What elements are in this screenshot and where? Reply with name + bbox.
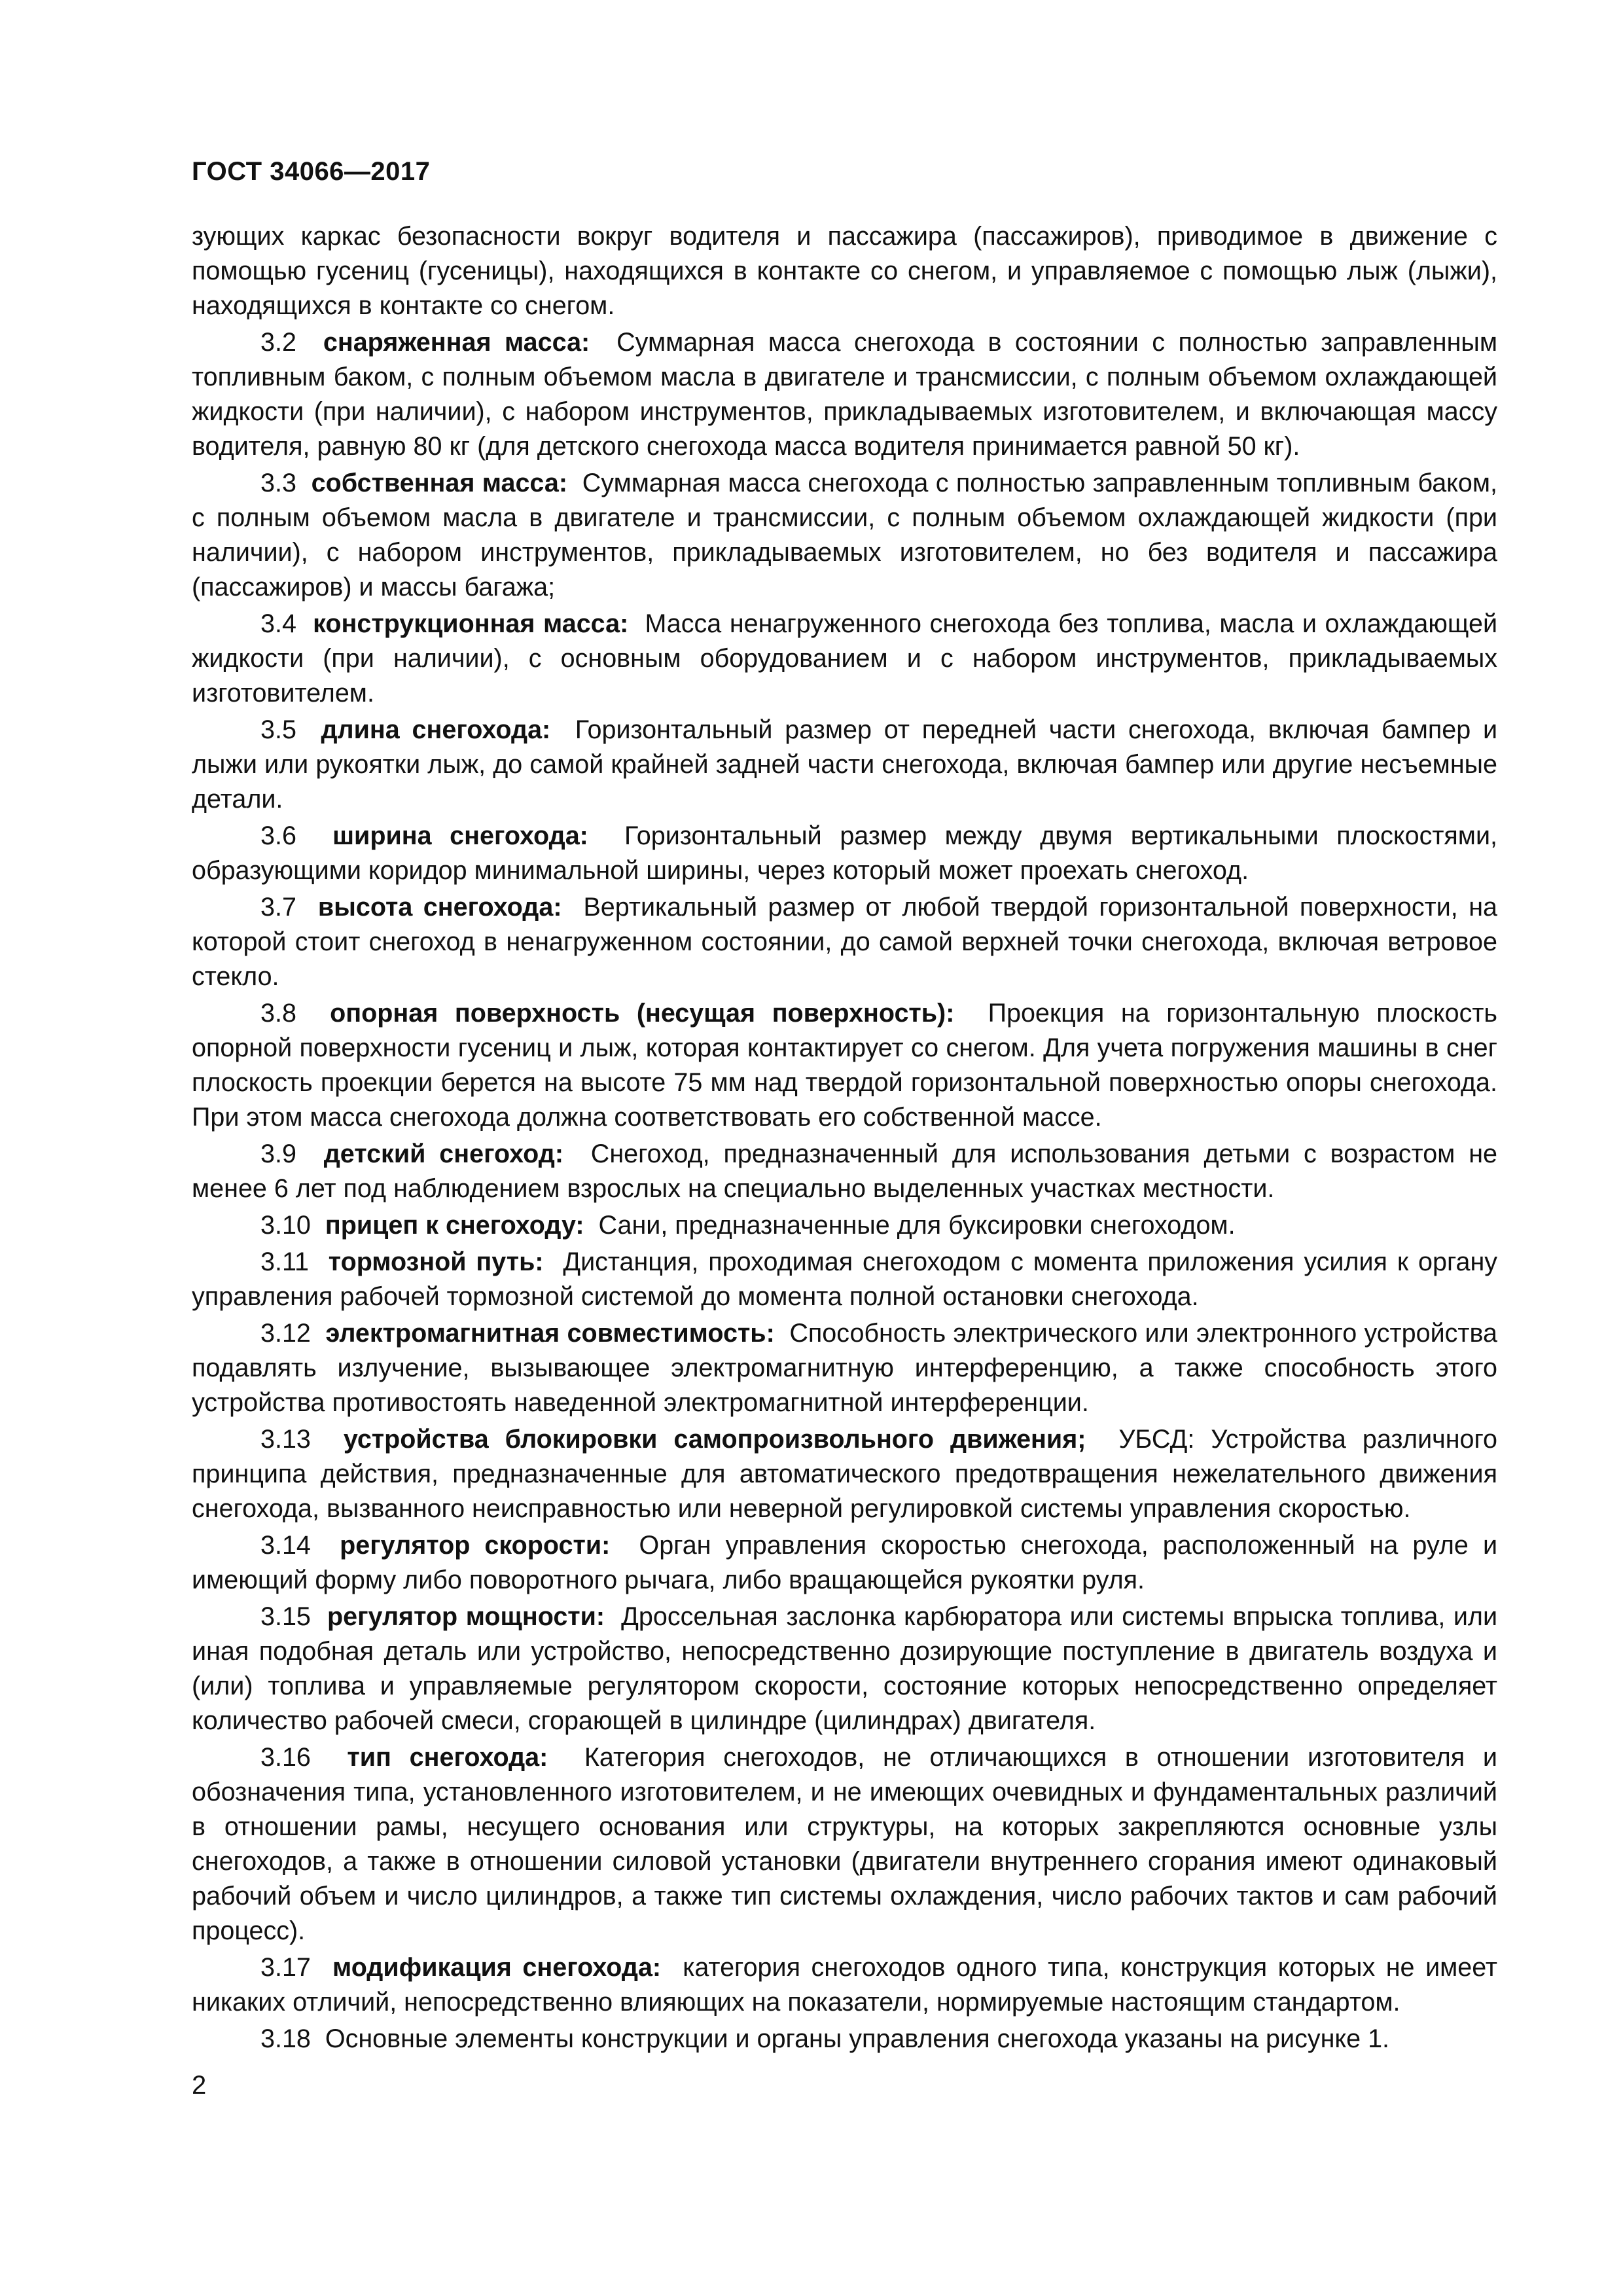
definition-3-14 [192,1528,1497,1598]
item-text: Способность электрического или электронного устройства подавлять излучение, вызывающее электромагнитную интерференцию, а также способность этого устройства противостоять наведенной электромагнитной интерференции. [192,1319,1497,1417]
definition-3-6 [192,819,1497,888]
definition-3-9 [192,1137,1497,1206]
intro-paragraph: зующих каркас безопасности вокруг водителя и пассажира (пассажиров), приводимое в движение с помощью гусениц (гусеницы), находящихся в контакте со снегом, и управляемое с помощью лыж (лыжи), находящихся в контакте со снегом. [192,222,1497,320]
item-term: электромагнитная совместимость: [325,1319,775,1348]
item-text: Основные элементы конструкции и органы управления снегохода указаны на рисунке 1. [325,2024,1390,2053]
item-term: регулятор скорости: [340,1531,611,1560]
item-number: 3.16 [260,1743,311,1772]
item-number: 3.6 [260,821,296,850]
item-term: прицеп к снегоходу: [325,1211,584,1240]
item-term: снаряженная масса: [323,328,590,357]
item-number: 3.12 [260,1319,311,1348]
item-text: Сани, предназначенные для буксировки снегоходом. [598,1211,1236,1240]
item-term: конструкционная масса: [313,609,629,638]
definition-3-11 [192,1245,1497,1314]
item-text: Орган управления скоростью снегохода, расположенный на руле и имеющий форму либо поворотного рычага, либо вращающейся рукоятки руля. [192,1531,1498,1594]
item-term: тип снегохода: [347,1743,548,1772]
page-number: 2 [192,2071,207,2100]
definition-3-4 [192,607,1497,711]
item-term: длина снегохода: [321,715,551,744]
document-header: ГОСТ 34066—2017 [192,157,431,186]
item-term: устройства блокировки самопроизвольного движения; [343,1425,1086,1454]
item-term: модификация снегохода: [332,1953,662,1982]
item-text: Вертикальный размер от любой твердой горизонтальной поверхности, на которой стоит снегоход в ненагруженном состоянии, до самой верхней точки снегохода, включая ветровое стекло. [192,893,1497,991]
item-term: детский снегоход: [323,1139,563,1168]
definition-3-10 [192,1208,1497,1243]
item-text: Проекция на горизонтальную плоскость опорной поверхности гусениц и лыж, которая контактирует со снегом. Для учета погружения машины в снег плоскость проекции берется на высоте 75 мм над твердой горизонтальной поверхностью опоры снегохода. При этом масса снегохода должна соответствовать его собственной массе. [192,999,1498,1132]
item-term: регулятор мощности: [327,1602,605,1631]
item-number: 3.3 [260,469,296,497]
item-text: категория снегоходов одного типа, конструкция которых не имеет никаких отличий, непосредственно влияющих на показатели, нормируемые настоящим стандартом. [192,1953,1498,2017]
item-text: Суммарная масса снегохода в состоянии с полностью заправленным топливным баком, с полным объемом масла в двигателе и трансмиссии, с полным объемом охлаждающей жидкости (при наличии), с набором инструментов, прикладываемых изготовителем, и включающая массу водителя, равную 80 кг (для детского снегохода масса водителя принимается равной 50 кг). [192,328,1497,461]
paragraph-3-18 [192,2022,1497,2056]
item-text: Дистанция, проходимая снегоходом с момента приложения усилия к органу управления рабочей тормозной системой до момента полной остановки снегохода. [192,1247,1498,1311]
definition-3-2 [192,325,1497,464]
item-number: 3.2 [260,328,296,357]
item-text: Горизонтальный размер между двумя вертикальными плоскостями, образующими коридор минимальной ширины, через который может проехать снегоход. [192,821,1497,885]
item-text: УБСД: Устройства различного принципа действия, предназначенные для автоматического предотвращения нежелательного движения снегохода, вызванного неисправностью или неверной регулировкой системы управления скоростью. [192,1425,1498,1523]
item-term: тормозной путь: [328,1247,544,1276]
item-number: 3.7 [260,893,296,922]
item-number: 3.8 [260,999,296,1028]
item-number: 3.13 [260,1425,311,1454]
definition-3-12 [192,1316,1497,1420]
definition-3-3 [192,466,1497,605]
definition-3-17 [192,1950,1497,2020]
item-term: собственная масса: [311,469,568,497]
item-term: высота снегохода: [317,893,562,922]
definition-3-15 [192,1600,1497,1738]
item-text: Снегоход, предназначенный для использования детьми с возрастом не менее 6 лет под наблюдением взрослых на специально выделенных участках местности. [192,1139,1498,1203]
item-text: Масса ненагруженного снегохода без топлива, масла и охлаждающей жидкости (при наличии), с основным оборудованием и с набором инструментов, прикладываемых изготовителем. [192,609,1498,708]
item-text: Горизонтальный размер от передней части снегохода, включая бампер и лыжи или рукоятки лыж, до самой крайней задней части снегохода, включая бампер или другие несъемные детали. [192,715,1498,814]
definition-3-16 [192,1740,1497,1948]
item-number: 3.17 [260,1953,311,1982]
item-text: Категория снегоходов, не отличающихся в отношении изготовителя и обозначения типа, установленного изготовителем, и не имеющих очевидных и фундаментальных различий в отношении рамы, несущего основания или структуры, на которых закрепляются основные узлы снегоходов, а также в отношении силовой установки (двигатели внутреннего сгорания имеют одинаковый рабочий объем и число цилиндров, а также тип системы охлаждения, число рабочих тактов и сам рабочий процесс). [192,1743,1497,1945]
definition-3-7 [192,890,1497,994]
item-number: 3.9 [260,1139,296,1168]
definition-3-13 [192,1422,1497,1526]
item-number: 3.18 [260,2024,311,2053]
item-number: 3.5 [260,715,296,744]
item-number: 3.11 [260,1247,309,1276]
item-term: опорная поверхность (несущая поверхность): [330,999,955,1028]
item-text: Суммарная масса снегохода с полностью заправленным топливным баком, с полным объемом масла в двигателе и трансмиссии, с полным объемом охлаждающей жидкости (при наличии), с набором инструментов, прикладываемых изготовителем, но без водителя и пассажира (пассажиров) и массы багажа; [192,469,1497,601]
definition-3-5 [192,713,1497,817]
definition-3-8 [192,996,1497,1135]
item-number: 3.4 [260,609,296,638]
item-term: ширина снегохода: [332,821,588,850]
item-number: 3.14 [260,1531,311,1560]
document-body [192,219,1497,2058]
item-number: 3.10 [260,1211,311,1240]
item-number: 3.15 [260,1602,311,1631]
item-text: Дроссельная заслонка карбюратора или системы впрыска топлива, или иная подобная деталь или устройство, непосредственно дозирующие поступление в двигатель воздуха и (или) топлива и управляемые регулятором скорости, состояние которых непосредственно определяет количество рабочей смеси, сгорающей в цилиндре (цилиндрах) двигателя. [192,1602,1498,1735]
